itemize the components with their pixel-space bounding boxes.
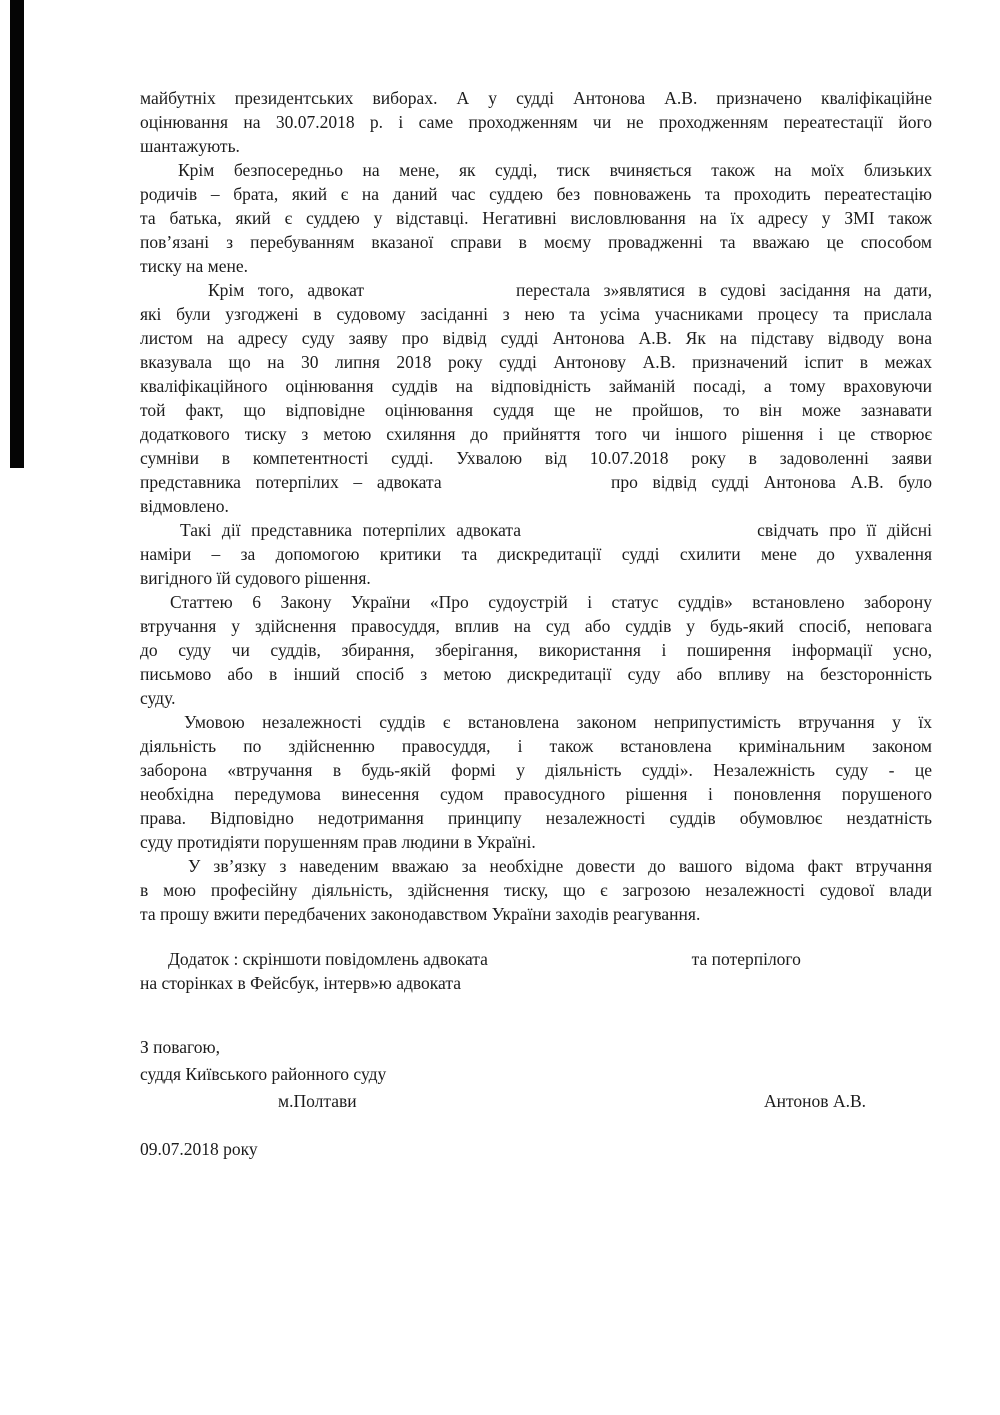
text-line: відмовлено. [140, 496, 229, 516]
signature-name: Антонов А.В. [764, 1091, 866, 1111]
redaction-gap [492, 964, 687, 965]
text-line: наміри – за допомогою критики та дискредитації судді схилити мене до ухвалення [140, 544, 932, 564]
paragraph [140, 854, 932, 926]
redaction-gap [532, 535, 747, 536]
text-line: Такі дії представника потерпілих адвоката свідчать про її дійсні [180, 520, 932, 540]
text-line: сумніви в компетентності судді. Ухвалою від 10.07.2018 року в задоволенні заяви [140, 448, 932, 468]
paragraph [140, 278, 932, 518]
text-line: на сторінках в Фейсбук, інтерв»ю адвоката [140, 973, 461, 993]
redaction-gap [378, 295, 503, 296]
text-line: Умовою незалежності суддів є встановлена законом неприпустимість втручання у їх [184, 712, 932, 732]
text-line: представника потерпілих – адвоката про відвід судді Антонова А.В. було [140, 472, 932, 492]
text-line: втручання у здійснення правосуддя, вплив на суд або суддів у будь-який спосіб, неповага [140, 616, 932, 636]
paragraph [140, 158, 932, 278]
scan-artifact-bar [10, 0, 24, 468]
text-line: вказувала що на 30 липня 2018 року судді Антонову А.В. призначений іспит в межах [140, 352, 932, 372]
text-line: шантажують. [140, 136, 240, 156]
text-line: в мою професійну діяльність, здійснення тиску, що є загрозою незалежності судової влади [140, 880, 932, 900]
paragraph [140, 518, 932, 590]
text-line: права. Відповідно недотримання принципу незалежності суддів обумовлює нездатність [140, 808, 932, 828]
text-line: додаткового тиску з метою схиляння до прийняття того чи іншого рішення і це створює [140, 424, 932, 444]
attachment-note [140, 947, 932, 995]
text-line: той факт, що відповідне оцінювання суддя ще не пройшов, то він може зазнавати [140, 400, 932, 420]
text-line: Додаток : скріншоти повідомлень адвоката та потерпілого [168, 949, 801, 969]
closing-regards: З повагою, [140, 1037, 220, 1057]
text-line: вигідного їй судового рішення. [140, 568, 371, 588]
text-line: суду протидіяти порушенням прав людини в Україні. [140, 832, 536, 852]
text-line: Крім того, адвокат перестала з»являтися в судові засідання на дати, [208, 280, 932, 300]
text-line: листом на адресу суду заяву про відвід судді Антонова А.В. Як на підставу відводу вона [140, 328, 932, 348]
text-line: необхідна передумова винесення судом правосудного рішення і поновлення порушеного [140, 784, 932, 804]
text-line: та прошу вжити передбачених законодавством України заходів реагування. [140, 904, 701, 924]
paragraph [140, 86, 932, 158]
text-line: У зв’язку з наведеним вважаю за необхідне довести до вашого відома факт втручання [188, 856, 932, 876]
text-line: майбутніх президентських виборах. А у судді Антонова А.В. призначено кваліфікаційне [140, 88, 932, 108]
text-line: родичів – брата, який є на даний час суддею без повноважень та проходить переатестацію [140, 184, 932, 204]
text-line: які були узгоджені в судовому засіданні з нею та усіма учасниками процесу та прислала [140, 304, 932, 324]
paragraph [140, 590, 932, 710]
text-line: суду. [140, 688, 176, 708]
signature-row [140, 1088, 932, 1115]
closing-position: суддя Київського районного суду [140, 1064, 387, 1084]
closing-city: м.Полтави [278, 1091, 357, 1111]
text-line: кваліфікаційного оцінювання суддів на відповідність займаній посаді, а тому враховуючи [140, 376, 932, 396]
text-line: оцінювання на 30.07.2018 р. і саме проходженням чи не проходженням переатестації його [140, 112, 932, 132]
redaction-gap [456, 487, 596, 488]
paragraphs-container [140, 86, 932, 926]
document-date: 09.07.2018 року [140, 1139, 258, 1159]
paragraph [140, 710, 932, 854]
text-line: до суду чи суддів, збирання, зберігання, використання і поширення інформації усно, [140, 640, 932, 660]
text-line: діяльність по здійсненню правосуддя, і також встановлена кримінальним законом [140, 736, 932, 756]
text-line: заборона «втручання в будь-якій формі у діяльність судді». Незалежність суду - це [140, 760, 932, 780]
closing-block [140, 1034, 932, 1115]
text-line: Крім безпосередньо на мене, як судді, тиск вчиняється також на моїх близьких [178, 160, 932, 180]
text-line: пов’язані з перебуванням вказаної справи в моєму провадженні та вважаю це способом [140, 232, 932, 252]
document-body [140, 86, 932, 1163]
text-line: Статтею 6 Закону України «Про судоустрій і статус суддів» встановлено заборону [170, 592, 932, 612]
text-line: письмово або в інший спосіб з метою дискредитації суду або впливу на безсторонність [140, 664, 932, 684]
text-line: та батька, який є суддею у відставці. Негативні висловлювання на їх адресу у ЗМІ також [140, 208, 932, 228]
text-line: тиску на мене. [140, 256, 249, 276]
